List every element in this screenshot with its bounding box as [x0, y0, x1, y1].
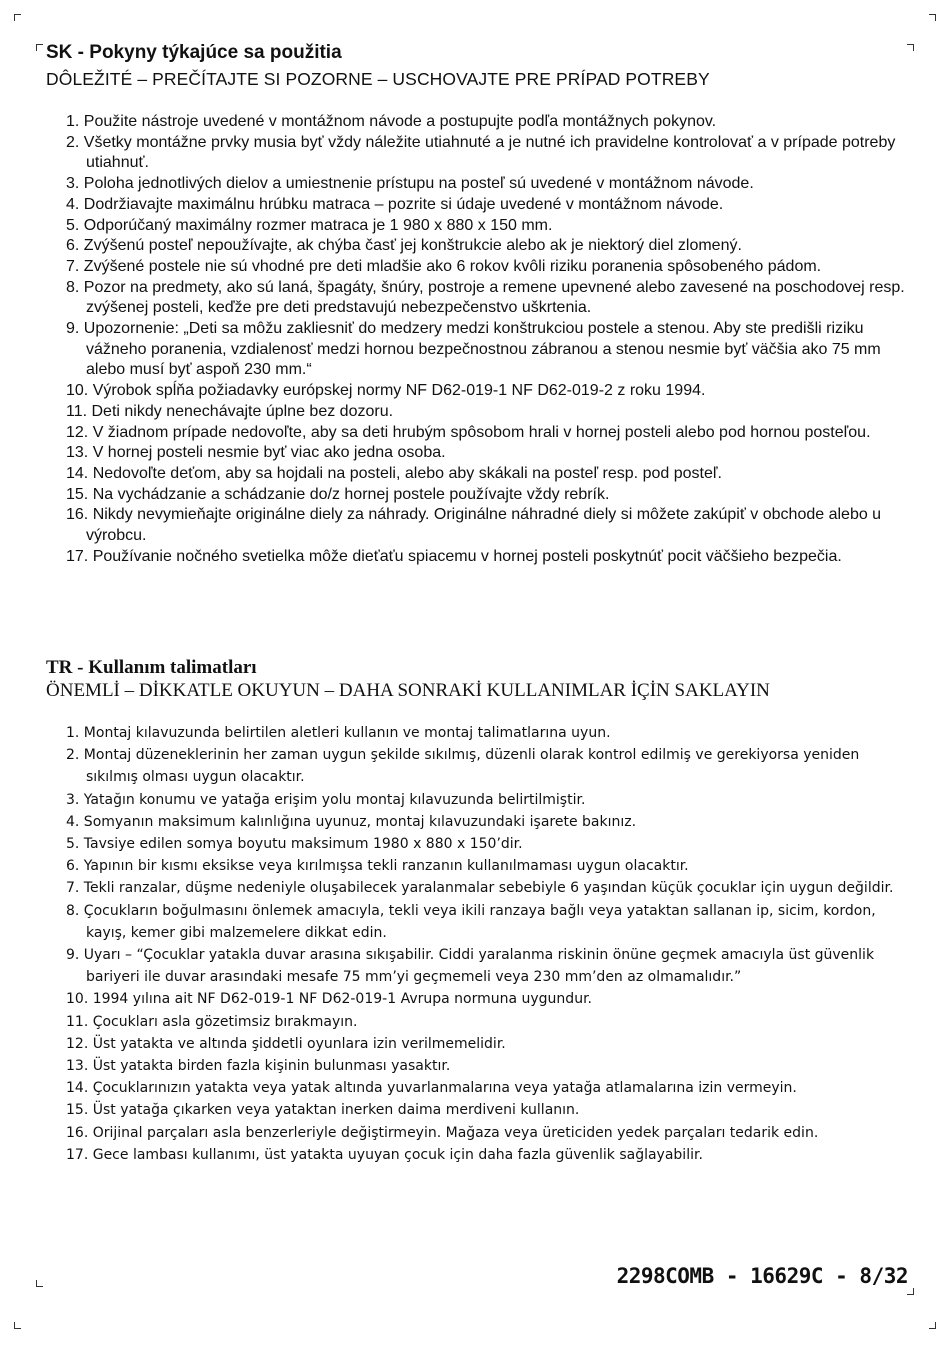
list-item: 9. Upozornenie: „Deti sa môžu zakliesniť do medzery medzi konštrukciou postele a stenou. Aby ste predišli riziku vážneho poranenia, vzdialenosť medzi hornou bezpečnostnou zábranou a stenou nesmie byť väčšia ako 75 mm alebo musí byť aspoň 230 mm.“ [66, 320, 881, 379]
list-item: 1. Montaj kılavuzunda belirtilen aletleri kullanın ve montaj talimatlarına uyun. [66, 725, 611, 741]
list-item: 13. V hornej posteli nesmie byť viac ako jedna osoba. [66, 444, 446, 462]
list-item: 13. Üst yatakta birden fazla kişinin bulunması yasaktır. [66, 1058, 451, 1075]
list-item: 6. Yapının bir kısmı eksikse veya kırılmışsa tekli ranzanın kullanılmaması uygun olacaktır. [66, 858, 689, 875]
list-item: 16. Orijinal parçaları asla benzerleriyle değiştirmeyin. Mağaza veya üreticiden yedek parçaları tedarik edin. [66, 1124, 819, 1141]
list-item: 17. Gece lambası kullanımı, üst yatakta uyuyan çocuk için daha fazla güvenlik sağlayabilir. [66, 1146, 703, 1163]
list-item: 5. Odporúčaný maximálny rozmer matraca je 1 980 x 880 x 150 mm. [66, 216, 553, 234]
list-item: 8. Pozor na predmety, ako sú laná, špagáty, šnúry, postroje a remene upevnené alebo zavesené na poschodovej resp. zvýšenej posteli, keďže pre deti predstavujú nebezpečenstvo uškrtenia. [66, 278, 905, 317]
sk-instruction-list [46, 112, 906, 567]
list-item: 7. Zvýšené postele nie sú vhodné pre deti mladšie ako 6 rokov kvôli riziku poranenia spôsobeného pádom. [66, 257, 822, 275]
crop-mark-top-right [929, 14, 936, 21]
tr-section [46, 657, 906, 1166]
list-item: 4. Dodržiavajte maximálnu hrúbku matraca – pozrite si údaje uvedené v montážnom návode. [66, 195, 724, 213]
list-item: 5. Tavsiye edilen somya boyutu maksimum 1980 x 880 x 150’dir. [66, 836, 523, 853]
list-item: 14. Nedovoľte deťom, aby sa hojdali na posteli, alebo aby skákali na posteľ resp. pod posteľ. [66, 464, 722, 482]
crop-mark-bottom-right [929, 1322, 936, 1329]
tr-title: TR - Kullanım talimatları [46, 657, 257, 678]
list-item: 14. Çocuklarınızın yatakta veya yatak altında yuvarlanmalarına veya yatağa atlamalarına izin vermeyin. [66, 1080, 797, 1097]
crop-mark-inner-top-left [36, 44, 43, 51]
list-item: 11. Deti nikdy nenechávajte úplne bez dozoru. [66, 402, 394, 420]
list-item: 15. Na vychádzanie a schádzanie do/z hornej postele používajte vždy rebrík. [66, 485, 610, 503]
list-item: 15. Üst yatağa çıkarken veya yataktan inerken daima merdiveni kullanın. [66, 1102, 580, 1119]
list-item: 3. Yatağın konumu ve yatağa erişim yolu montaj kılavuzunda belirtilmiştir. [66, 791, 586, 808]
sk-subtitle: DÔLEŽITÉ – PREČÍTAJTE SI POZORNE – USCHOVAJTE PRE PRÍPAD POTREBY [46, 69, 710, 89]
sk-title: SK - Pokyny týkajúce sa použitia [46, 42, 342, 63]
document-reference: 2298COMB - 16629C - 8/32 [616, 1264, 908, 1288]
list-item: 7. Tekli ranzalar, düşme nedeniyle oluşabilecek yaralanmalar sebebiyle 6 yaşından küçük çocuklar için uygun değildir. [66, 880, 894, 897]
crop-mark-top-left [14, 14, 21, 21]
list-item: 9. Uyarı – “Çocuklar yatakla duvar arasına sıkışabilir. Ciddi yaralanma riskinin önüne geçmek amacıyla üst güvenlik bariyeri ile duvar arasındaki mesafe 75 mm’yi geçmemeli veya 230 mm’den az olmamalıdır.” [66, 947, 875, 986]
list-item: 3. Poloha jednotlivých dielov a umiestnenie prístupu na posteľ sú uvedené v montážnom návode. [66, 175, 754, 193]
crop-mark-inner-top-right [907, 44, 914, 51]
list-item: 2. Všetky montážne prvky musia byť vždy náležite utiahnuté a je nutné ich pravidelne kontrolovať a v prípade potreby utiahnuť. [66, 133, 896, 172]
crop-mark-inner-bottom-right [907, 1288, 914, 1295]
tr-instruction-list [46, 722, 906, 1166]
crop-mark-bottom-left [14, 1322, 21, 1329]
list-item: 8. Çocukların boğulmasını önlemek amacıyla, tekli veya ikili ranzaya bağlı veya yataktan sallanan ip, sicim, kordon, kayış, kemer gibi malzemelere dikkat edin. [66, 902, 876, 941]
list-item: 1. Použite nástroje uvedené v montážnom návode a postupujte podľa montážnych pokynov. [66, 113, 717, 130]
crop-mark-inner-bottom-left [36, 1280, 43, 1287]
list-item: 10. 1994 yılına ait NF D62-019-1 NF D62-019-1 Avrupa normuna uygundur. [66, 991, 592, 1008]
sk-section [46, 42, 906, 567]
list-item: 16. Nikdy nevymieňajte originálne diely za náhrady. Originálne náhradné diely si môžete zakúpiť v obchode alebo u výrobcu. [66, 506, 882, 545]
list-item: 12. Üst yatakta ve altında şiddetli oyunlara izin verilmemelidir. [66, 1035, 506, 1052]
list-item: 4. Somyanın maksimum kalınlığına uyunuz, montaj kılavuzundaki işarete bakınız. [66, 813, 637, 830]
list-item: 6. Zvýšenú posteľ nepoužívajte, ak chýba časť jej konštrukcie alebo ak je niektorý diel zlomený. [66, 237, 742, 255]
list-item: 17. Používanie nočného svetielka môže dieťaťu spiacemu v hornej posteli poskytnúť pocit väčšieho bezpečia. [66, 547, 842, 565]
list-item: 12. V žiadnom prípade nedovoľte, aby sa deti hrubým spôsobom hrali v hornej posteli alebo pod hornou posteľou. [66, 423, 871, 441]
tr-subtitle: ÖNEMLİ – DİKKATLE OKUYUN – DAHA SONRAKİ KULLANIMLAR İÇİN SAKLAYIN [46, 680, 770, 701]
list-item: 10. Výrobok spĺňa požiadavky európskej normy NF D62-019-1 NF D62-019-2 z roku 1994. [66, 382, 706, 400]
list-item: 2. Montaj düzeneklerinin her zaman uygun şekilde sıkılmış, düzenli olarak kontrol edilmiş ve gerekiyorsa yeniden sıkılmış olması uygun olacaktır. [66, 747, 860, 786]
list-item: 11. Çocukları asla gözetimsiz bırakmayın. [66, 1013, 358, 1030]
